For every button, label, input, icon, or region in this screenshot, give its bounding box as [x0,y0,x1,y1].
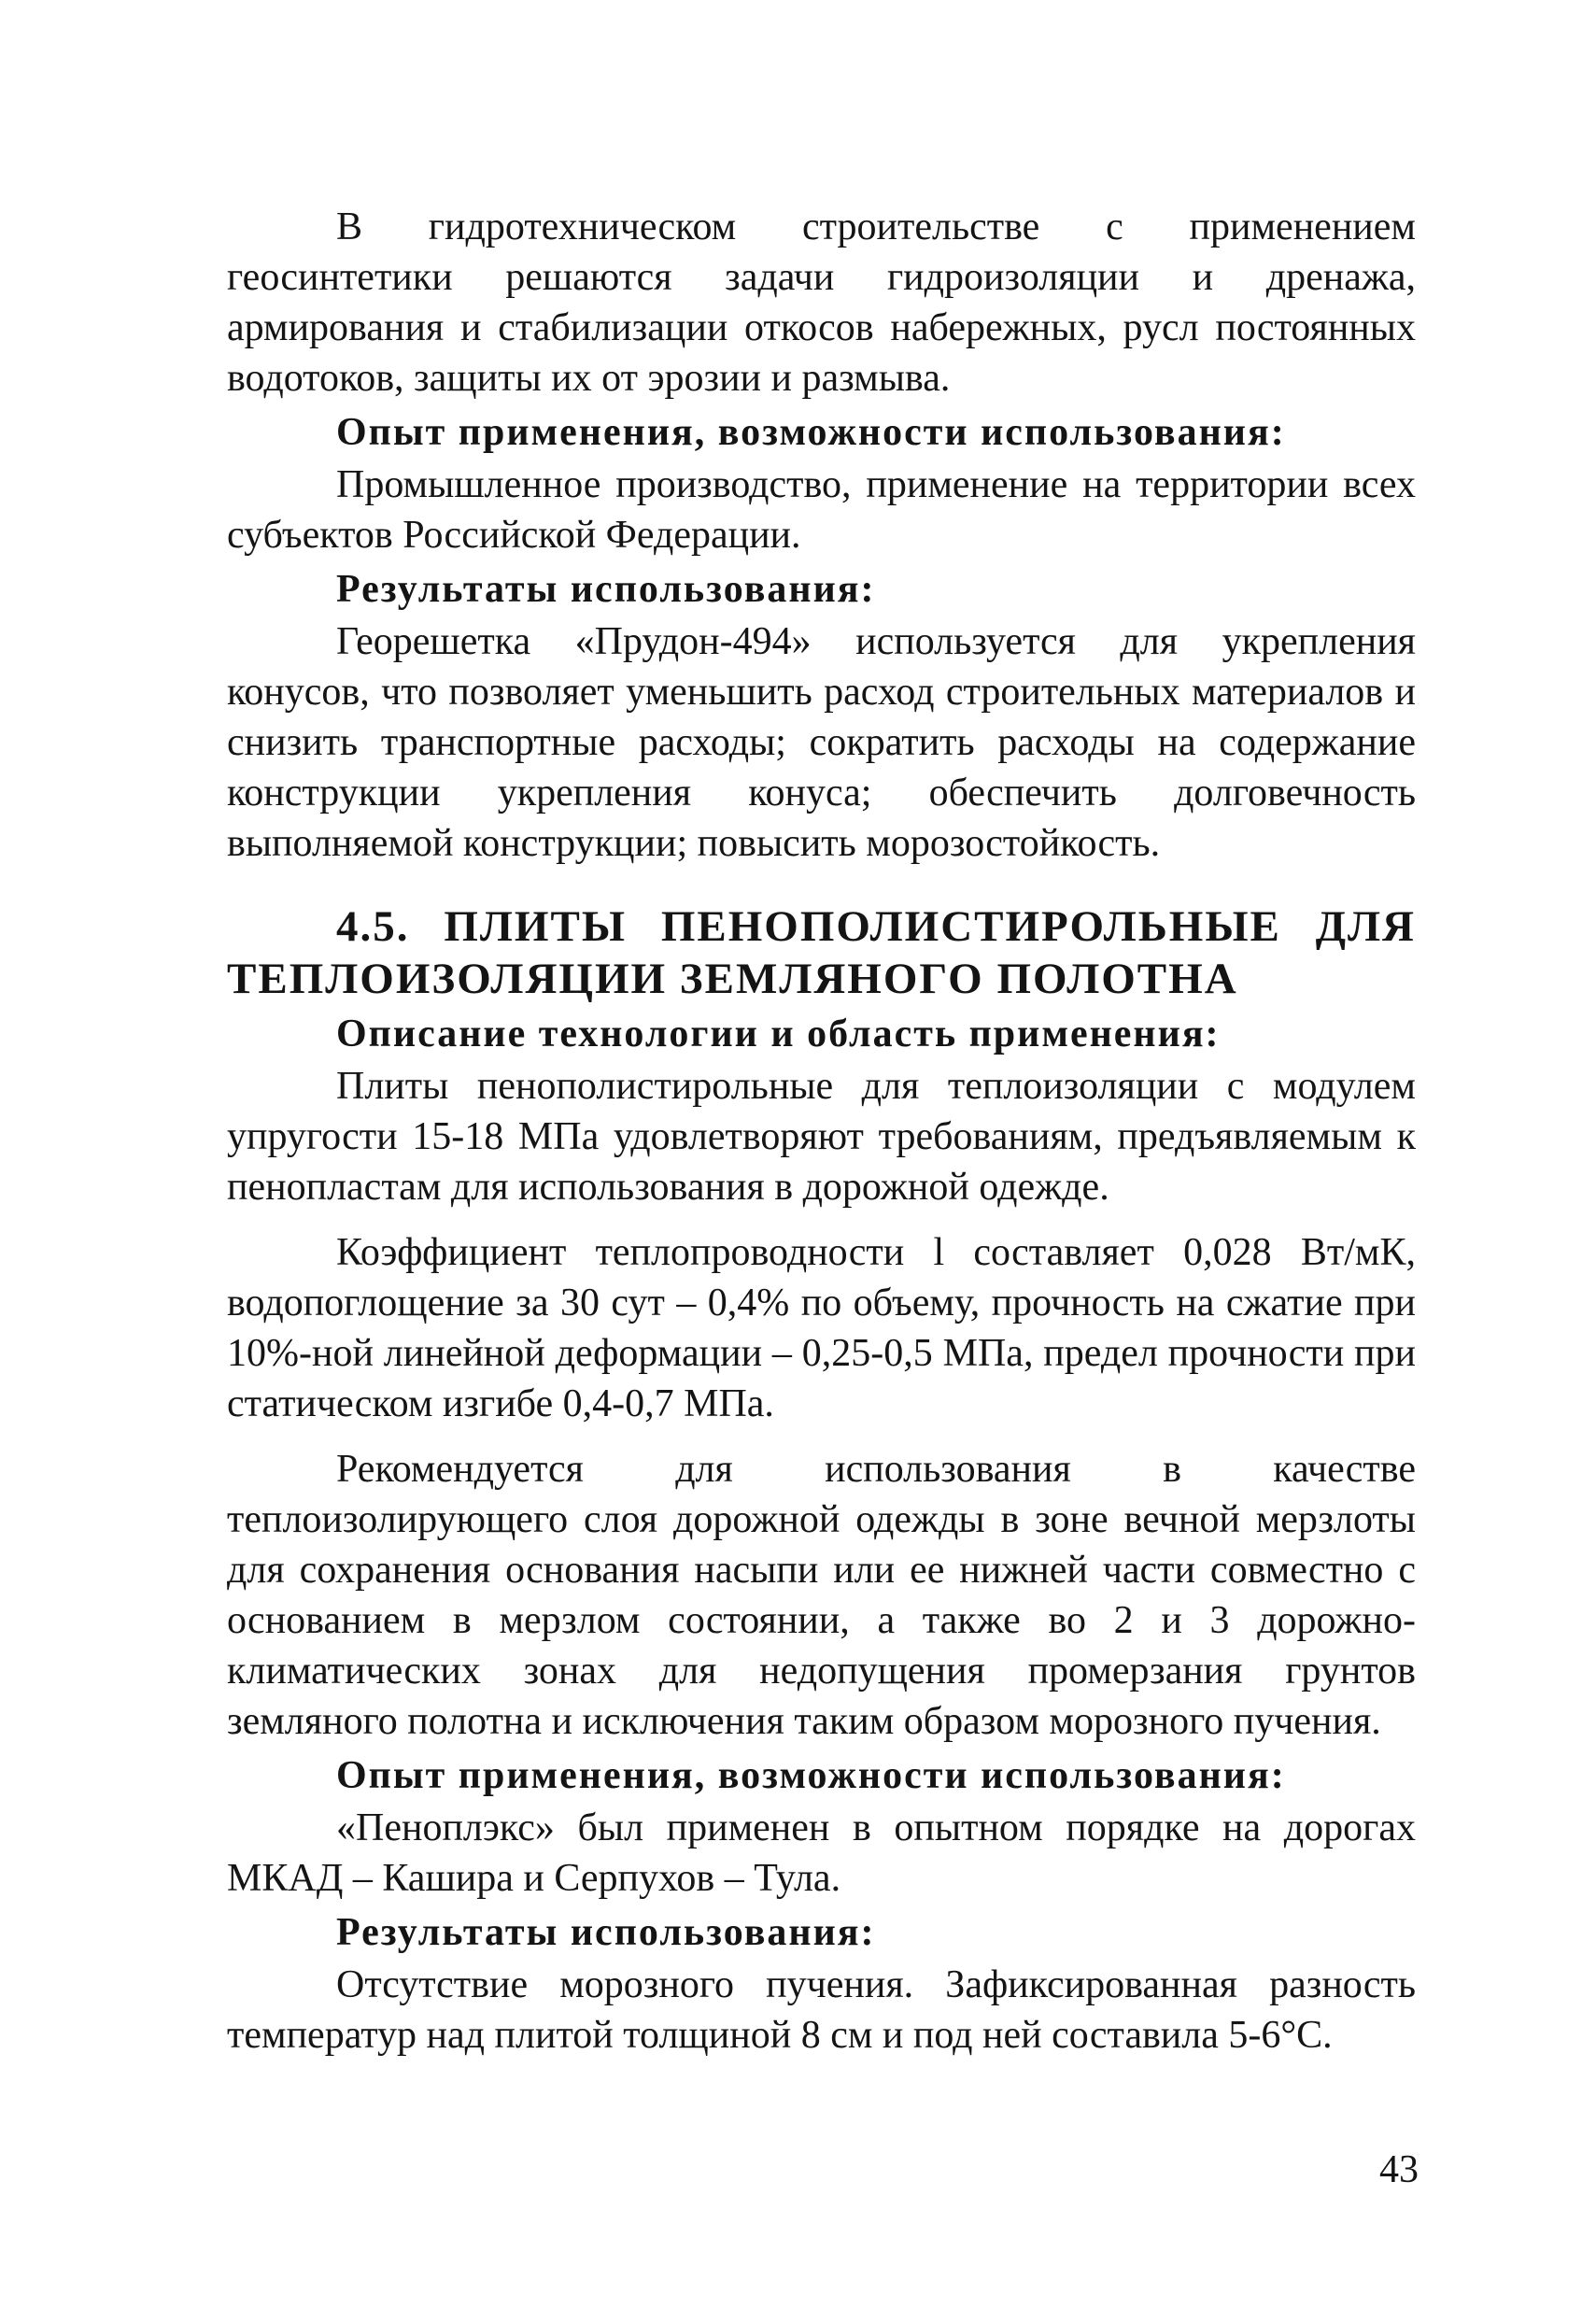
section-title: 4.5. ПЛИТЫ ПЕНОПОЛИСТИРОЛЬНЫЕ ДЛЯ ТЕПЛОИЗОЛЯЦИИ ЗЕМЛЯНОГО ПОЛОТНА [227,902,1416,1003]
subheading-experience: Опыт применения, возможности использования: [336,411,1286,454]
paragraph-penoplex: «Пеноплэкс» был применен в опытном порядке на дорогах МКАД – Кашира и Серпухов – Тула. [227,1806,1416,1900]
subheading-experience-2: Опыт применения, возможности использования: [336,1754,1286,1797]
paragraph-hydrotechnical: В гидротехническом строительстве с применением геосинтетики решаются задачи гидроизоляции и дренажа, армирования и стабилизации откосов набережных, русл постоянных водотоков, защиты их от эрозии и размыва. [227,205,1416,400]
paragraph-frost-heave: Отсутствие морозного пучения. Зафиксированная разность температур над плитой толщиной 8 см и под ней составила 5-6°С. [227,1963,1416,2057]
paragraph-plates: Плиты пенополистирольные для теплоизоляции с модулем упругости 15-18 МПа удовлетворяют требованиям, предъявляемым к пенопластам для использования в дорожной одежде. [227,1065,1416,1209]
subheading-results: Результаты использования: [336,568,876,611]
subheading-results-2: Результаты использования: [336,1911,876,1954]
paragraph-geogrid: Георешетка «Прудон-494» используется для укрепления конусов, что позволяет уменьшить расход строительных материалов и снизить транспортные расходы; сократить расходы на содержание конструкции укрепления конуса; обеспечить долговечность выполняемой конструкции; повысить морозостойкость. [227,620,1416,865]
paragraph-coefficients: Коэффициент теплопроводности l составляет 0,028 Вт/мК, водопоглощение за 30 сут – 0,4% по объему, прочность на сжатие при 10%-ной линейной деформации – 0,25-0,5 МПа, предел прочности при статическом изгибе 0,4-0,7 МПа. [227,1231,1416,1425]
page-content [227,202,1416,2061]
page-number: 43 [1379,2148,1419,2191]
paragraph-production: Промышленное производство, применение на территории всех субъектов Российской Федерации. [227,463,1416,557]
paragraph-recommendation: Рекомендуется для использования в качестве теплоизолирующего слоя дорожной одежды в зоне вечной мерзлоты для сохранения основания насыпи или ее нижней части совместно с основанием в мерзлом состоянии, а также во 2 и 3 дорожно-климатических зонах для недопущения промерзания грунтов земляного полотна и исключения таким образом морозного пучения. [227,1448,1416,1743]
subheading-description: Описание технологии и область применения: [336,1013,1221,1055]
